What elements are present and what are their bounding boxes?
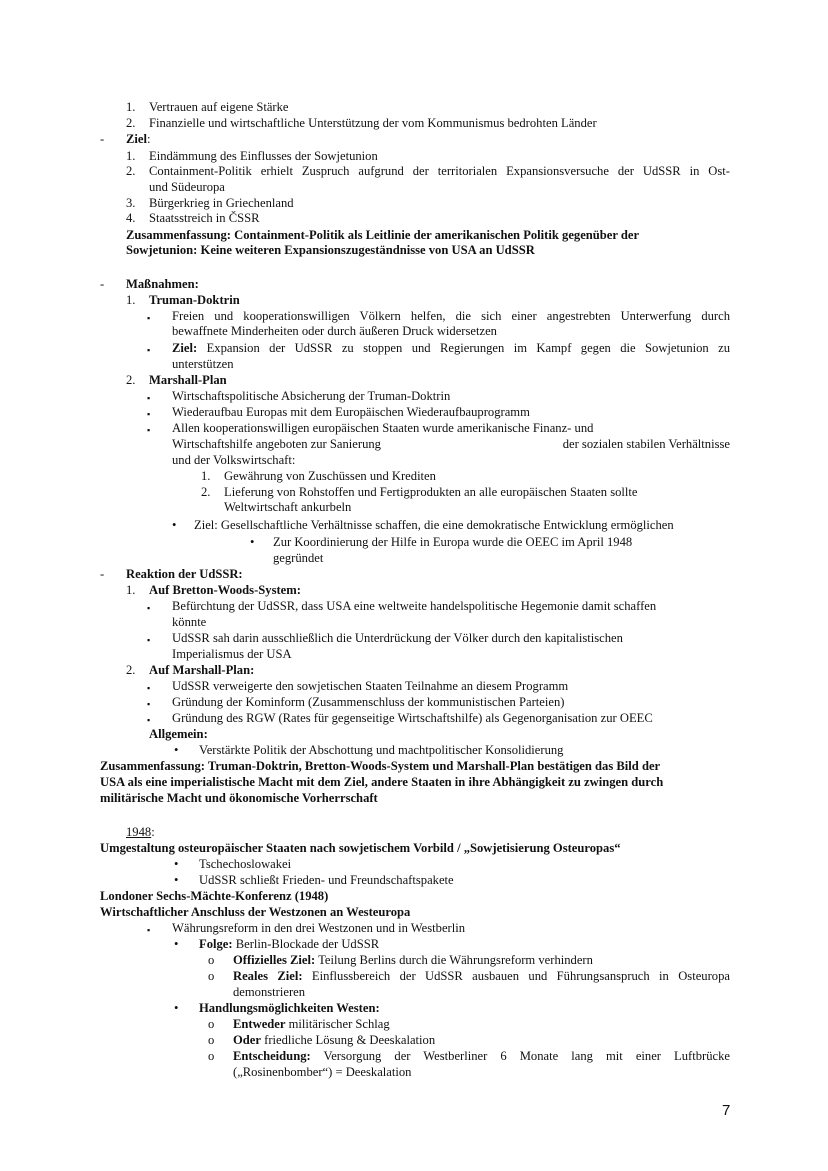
line-text: Entscheidung: (233, 1049, 311, 1063)
line-text: Vertrauen auf eigene Stärke (149, 100, 289, 114)
line-text: Staatsstreich in ČSSR (149, 211, 260, 225)
text-line-maßnahmen (126, 277, 199, 292)
line-text: Allen kooperationswilligen europäischen Staaten wurde amerikanische Finanz- und (172, 421, 594, 435)
text-line-zur-koordinierung-der-hilfe-in-europ (273, 535, 632, 550)
list-number: 2. (201, 485, 211, 499)
bullet-marker: • (174, 873, 179, 887)
text-line-gegründet (273, 551, 323, 566)
list-number: 2. (126, 164, 136, 178)
text-line-udssr-verweigerte-den-sowjetischen-s (172, 679, 568, 694)
line-text: Containment-Politik erhielt Zuspruch aufgrund der territorialen Expansionsversuche der UdSSR in Ost- (149, 164, 730, 178)
line-rest: Berlin-Blockade der UdSSR (232, 937, 380, 951)
text-line-und-südeuropa (149, 180, 225, 195)
line-rest: Teilung Berlins durch die Währungsreform verhindern (315, 953, 593, 967)
list-number: 2. (126, 116, 136, 130)
line-text: demonstrieren (233, 985, 306, 999)
text-line-ziel-gesellschaftliche-verhältnisse- (194, 518, 674, 533)
list-number: 1. (201, 469, 211, 483)
bullet-marker: o (208, 969, 215, 983)
text-line-demonstrieren (233, 985, 305, 1000)
text-line-vertrauen-auf-eigene-stärke (149, 100, 289, 115)
line-text: USA als eine imperialistische Macht mit dem Ziel, andere Staaten in ihre Abhängigkeit zu zwingen durch (100, 775, 664, 789)
text-line-rosinenbomber-deeskalation (233, 1065, 411, 1080)
line-rest: Expansion der UdSSR zu stoppen und Regierungen im Kampf gegen die Sowjetunion zu (197, 341, 730, 355)
bullet-marker: ▪ (147, 345, 151, 355)
line-text: Wirtschaftspolitische Absicherung der Truman-Doktrin (172, 389, 451, 403)
dash-marker: - (100, 277, 105, 291)
bullet-marker: • (250, 535, 255, 549)
text-line-londoner-sechs-mächte-konferenz-1948 (100, 889, 328, 904)
line-text: Entweder (233, 1017, 286, 1031)
line-text: Umgestaltung osteuropäischer Staaten nach sowjetischem Vorbild / „Sowjetisierung Osteuropas“ (100, 841, 621, 855)
line-text: („Rosinenbomber“) = Deeskalation (233, 1065, 412, 1079)
line-text: Eindämmung des Einflusses der Sowjetunion (149, 149, 378, 163)
line-text: Maßnahmen: (126, 277, 199, 291)
bullet-marker: o (208, 1049, 215, 1063)
line-text: Oder (233, 1033, 261, 1047)
text-line-staatsstreich-in-ssr (149, 211, 260, 226)
line-text: Wirtschaftshilfe angeboten zur Sanierung (172, 437, 381, 451)
line-text: Gründung der Kominform (Zusammenschluss der kommunistischen Parteien) (172, 695, 565, 709)
line-text: Reaktion der UdSSR: (126, 567, 243, 581)
list-number: 1. (126, 583, 136, 597)
text-line-befürchtung-der-udssr-dass-usa-eine- (172, 599, 656, 614)
list-number: 2. (126, 373, 136, 387)
line-text: militärische Macht und ökonomische Vorherrschaft (100, 791, 378, 805)
line-text: und der Volkswirtschaft: (172, 453, 296, 467)
line-text: UdSSR sah darin ausschließlich die Unterdrückung der Völker durch den kapitalistischen (172, 631, 623, 645)
text-line-lieferung-von-rohstoffen-und-fertigp (224, 485, 638, 500)
list-number: 1. (126, 149, 136, 163)
line-text: Bürgerkrieg in Griechenland (149, 196, 294, 210)
line-text: Zusammenfassung: Containment-Politik als Leitlinie der amerikanischen Politik gegenüber der (126, 228, 640, 242)
line-text: Tschechoslowakei (199, 857, 292, 871)
line-suffix: : (147, 132, 151, 146)
text-line-offizielles-ziel (233, 953, 593, 968)
bullet-marker: o (208, 1017, 215, 1031)
text-line-imperialismus-der-usa (172, 647, 292, 662)
line-text: und Südeuropa (149, 180, 225, 194)
list-number: 3. (126, 196, 136, 210)
text-line-marshall-plan (149, 373, 227, 388)
text-line-unterstützen (172, 357, 234, 372)
text-line-folge (199, 937, 379, 952)
line-text: Imperialismus der USA (172, 647, 292, 661)
dash-marker: - (100, 132, 105, 146)
line-text: Gründung des RGW (Rates für gegenseitige Wirtschaftshilfe) als Gegenorganisation zur OEEC (172, 711, 653, 725)
list-number: 1. (126, 293, 136, 307)
line-text: Ziel: (172, 341, 198, 355)
line-text: Befürchtung der UdSSR, dass USA eine weltweite handelspolitische Hegemonie damit schaffen (172, 599, 657, 613)
line-rest: Einflussbereich der UdSSR ausbauen und Führungsanspruch in Osteuropa (302, 969, 730, 983)
line-text: Zur Koordinierung der Hilfe in Europa wurde die OEEC im April 1948 (273, 535, 633, 549)
line-rest: friedliche Lösung & Deeskalation (260, 1033, 436, 1047)
line-text: Ziel (126, 132, 147, 146)
text-line-finanzielle-und-wirtschaftliche-unte (149, 116, 597, 131)
text-line-reaktion-der-udssr (126, 567, 243, 582)
bullet-marker: ▪ (147, 409, 151, 419)
bullet-marker: ▪ (147, 715, 151, 725)
line-text: Allgemein: (149, 727, 208, 741)
bullet-marker: ▪ (147, 925, 151, 935)
text-line-umgestaltung-osteuropäischer-staaten (100, 841, 621, 856)
bullet-marker: ▪ (147, 699, 151, 709)
text-line-1948 (126, 825, 155, 840)
line-text: bewaffnete Minderheiten oder durch äußeren Druck widersetzen (172, 324, 497, 338)
text-line-weltwirtschaft-ankurbeln (224, 500, 351, 515)
line-rest: der sozialen stabilen Verhältnisse (562, 437, 730, 451)
bullet-marker: o (208, 1033, 215, 1047)
text-line-gründung-des-rgw-rates-für-gegenseit (172, 711, 653, 726)
bullet-marker: ▪ (147, 635, 151, 645)
text-line-entscheidung (233, 1049, 730, 1064)
line-text: unterstützen (172, 357, 234, 371)
text-line-auf-bretton-woods-system (149, 583, 301, 598)
text-line-zusammenfassung-containment-politik- (126, 228, 639, 243)
text-line-wirtschaftshilfe-angeboten-zur-sanie (172, 437, 730, 452)
line-text: Verstärkte Politik der Abschottung und machtpolitischer Konsolidierung (199, 743, 564, 757)
bullet-marker: o (208, 953, 215, 967)
line-text: Lieferung von Rohstoffen und Fertigprodukten an alle europäischen Staaten sollte (224, 485, 638, 499)
text-line-ziel (126, 132, 151, 147)
line-text: Reales Ziel: (233, 969, 303, 983)
page-number: 7 (722, 1102, 731, 1119)
line-text: Wiederaufbau Europas mit dem Europäischen Wiederaufbauprogramm (172, 405, 530, 419)
text-line-eindämmung-des-einflusses-der-sowjet (149, 149, 378, 164)
line-suffix: : (151, 825, 155, 839)
line-text: UdSSR verweigerte den sowjetischen Staaten Teilnahme an diesem Programm (172, 679, 569, 693)
text-line-udssr-sah-darin-ausschließlich-die-u (172, 631, 623, 646)
text-line-wirtschaftlicher-anschluss-der-westz (100, 905, 410, 920)
text-line-auf-marshall-plan (149, 663, 254, 678)
bullet-marker: • (174, 937, 179, 951)
text-line-tschechoslowakei (199, 857, 291, 872)
line-text: Weltwirtschaft ankurbeln (224, 500, 352, 514)
text-line-könnte (172, 615, 206, 630)
line-text: Offizielles Ziel: (233, 953, 316, 967)
text-line-truman-doktrin (149, 293, 240, 308)
line-text: 1948 (126, 825, 152, 839)
text-line-allen-kooperationswilligen-europäisc (172, 421, 593, 436)
text-line-militärische-macht-und-ökonomische-v (100, 791, 378, 806)
text-line-sowjetunion-keine-weiteren-expansion (126, 243, 535, 258)
text-line-oder (233, 1033, 435, 1048)
bullet-marker: • (174, 857, 179, 871)
text-line-freien-und-kooperationswilligen-völk (172, 309, 730, 324)
line-text: könnte (172, 615, 207, 629)
bullet-marker: • (172, 518, 177, 532)
line-text: UdSSR schließt Frieden- und Freundschaftspakete (199, 873, 454, 887)
text-line-entweder (233, 1017, 390, 1032)
text-line-bewaffnete-minderheiten-oder-durch-ä (172, 324, 497, 339)
text-line-und-der-volkswirtschaft (172, 453, 295, 468)
list-number: 2. (126, 663, 136, 677)
line-text: Handlungsmöglichkeiten Westen: (199, 1001, 380, 1015)
bullet-marker: ▪ (147, 393, 151, 403)
line-text: Sowjetunion: Keine weiteren Expansionszugeständnisse von USA an UdSSR (126, 243, 535, 257)
text-line-allgemein (149, 727, 208, 742)
text-line-bürgerkrieg-in-griechenland (149, 196, 294, 211)
text-line-handlungsmöglichkeiten-westen (199, 1001, 380, 1016)
bullet-marker: ▪ (147, 425, 151, 435)
line-text: Ziel: Gesellschaftliche Verhältnisse schaffen, die eine demokratische Entwicklung ermöglichen (194, 518, 674, 532)
line-text: Freien und kooperationswilligen Völkern helfen, die sich einer angestrebten Unterwerfung durch (172, 309, 730, 323)
line-text: Folge: (199, 937, 233, 951)
line-rest: Versorgung der Westberliner 6 Monate lang mit einer Luftbrücke (310, 1049, 730, 1063)
line-text: Marshall-Plan (149, 373, 227, 387)
bullet-marker: • (174, 1001, 179, 1015)
line-text: Zusammenfassung: Truman-Doktrin, Bretton-Woods-System und Marshall-Plan bestätigen das Bild der (100, 759, 661, 773)
line-text: Finanzielle und wirtschaftliche Unterstützung der vom Kommunismus bedrohten Länder (149, 116, 597, 130)
line-text: Truman-Doktrin (149, 293, 240, 307)
text-line-gründung-der-kominform-zusammenschlu (172, 695, 564, 710)
text-line-containment-politik-erhielt-zuspruch (149, 164, 730, 179)
line-text: Auf Marshall-Plan: (149, 663, 255, 677)
line-text: gegründet (273, 551, 324, 565)
bullet-marker: • (174, 743, 179, 757)
line-rest: militärischer Schlag (285, 1017, 390, 1031)
bullet-marker: ▪ (147, 313, 151, 323)
line-text: Währungsreform in den drei Westzonen und in Westberlin (172, 921, 466, 935)
text-line-gewährung-von-zuschüssen-und-kredite (224, 469, 436, 484)
line-text: Gewährung von Zuschüssen und Krediten (224, 469, 436, 483)
text-line-verstärkte-politik-der-abschottung-u (199, 743, 563, 758)
list-number: 4. (126, 211, 136, 225)
text-line-währungsreform-in-den-drei-westzonen (172, 921, 465, 936)
bullet-marker: ▪ (147, 603, 151, 613)
text-line-wiederaufbau-europas-mit-dem-europäi (172, 405, 530, 420)
line-text: Auf Bretton-Woods-System: (149, 583, 301, 597)
line-text: Londoner Sechs-Mächte-Konferenz (1948) (100, 889, 329, 903)
bullet-marker: ▪ (147, 683, 151, 693)
line-text: Wirtschaftlicher Anschluss der Westzonen an Westeuropa (100, 905, 411, 919)
text-line-ziel (172, 341, 730, 356)
text-line-zusammenfassung-truman-doktrin-brett (100, 759, 660, 774)
text-line-reales-ziel (233, 969, 730, 984)
text-line-usa-als-eine-imperialistische-macht- (100, 775, 663, 790)
list-number: 1. (126, 100, 136, 114)
dash-marker: - (100, 567, 105, 581)
text-line-udssr-schließt-frieden-und-freundsch (199, 873, 454, 888)
text-line-wirtschaftspolitische-absicherung-de (172, 389, 450, 404)
